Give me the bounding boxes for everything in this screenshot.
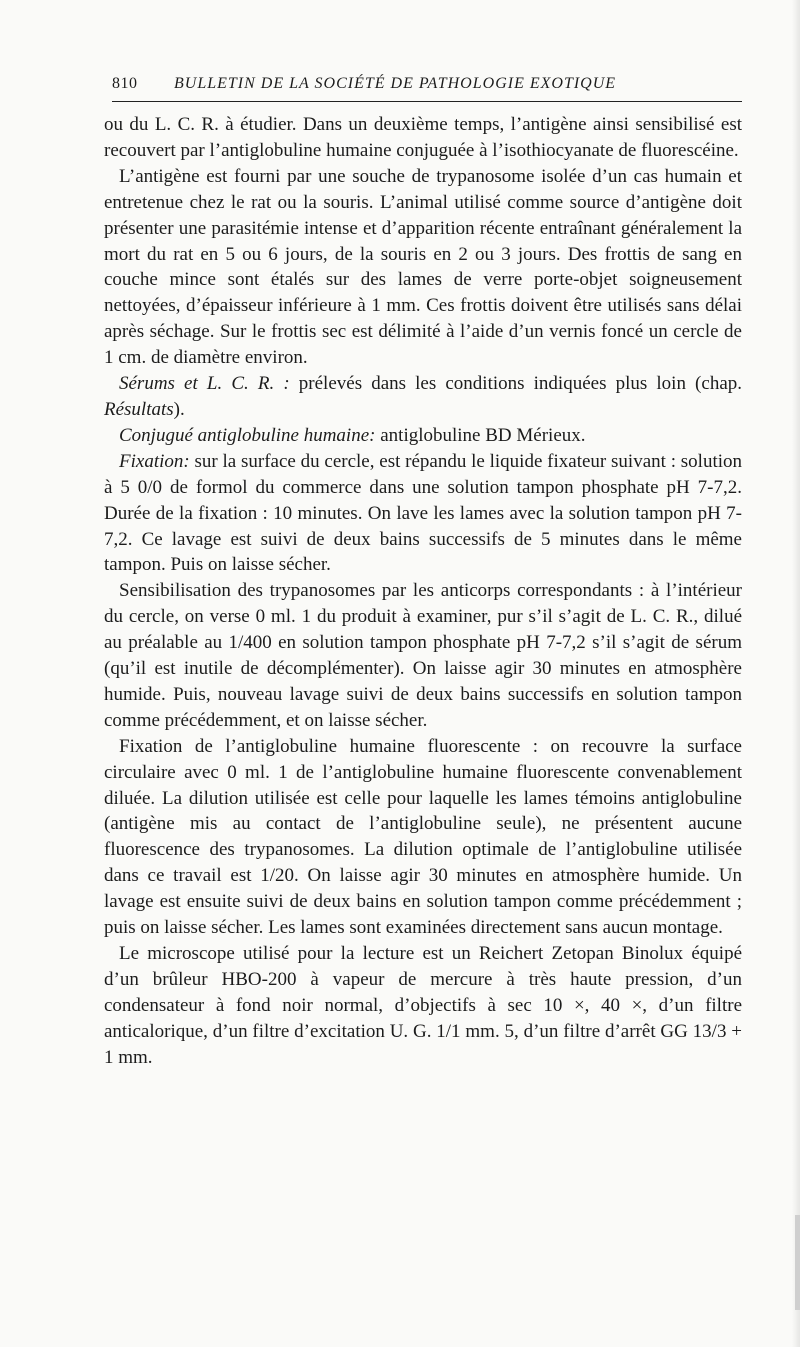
conjugate-text: antiglobuline BD Mérieux. — [375, 424, 586, 446]
fixation-text: sur la surface du cercle, est répandu le liquide fixateur suivant : solution à 5 0/0 de formol du commerce dans une solution tampon phosphate pH 7-7,2. Durée de la fixation : 10 minutes. On lave les lames avec la solution tampon pH 7-7,2. Ce lavage est suivi de deux bains successifs de 5 minutes dans le même tampon. Puis on laisse sécher. — [104, 450, 742, 576]
conjugate-heading: Conjugué antiglobuline humaine: — [119, 424, 376, 446]
paragraph-sensitization: Sensibilisation des trypanosomes par les anticorps correspondants : à l’intérieur du cercle, on verse 0 ml. 1 du produit à examiner, pur s’il s’agit de L. C. R., dilué au préalable au 1/400 en solution tampon phosphate pH 7-7,2 s’il s’agit de sérum (qu’il est inutile de décomplémenter). On laisse agir 30 minutes en atmosphère humide. Puis, nouveau lavage suivi de deux bains successifs en solution tampon comme précédemment, et on laisse sécher. — [104, 580, 742, 731]
running-title: BULLETIN DE LA SOCIÉTÉ DE PATHOLOGIE EXOTIQUE — [174, 75, 617, 92]
page-header — [112, 72, 742, 98]
page-number: 810 — [112, 75, 138, 92]
paragraph-fixation — [104, 449, 742, 579]
paragraph-microscope: Le microscope utilisé pour la lecture est un Reichert Zetopan Binolux équipé d’un brûleur HBO-200 à vapeur de mercure à très haute pression, d’un condensateur à fond noir normal, d’objectifs à sec 10 ×, 40 ×, d’un filtre anticalorique, d’un filtre d’excitation U. G. 1/1 mm. 5, d’un filtre d’arrêt GG 13/3 + 1 mm. — [104, 943, 742, 1068]
serums-text: prélevés dans les conditions indiquées plus loin (chap. — [289, 373, 743, 395]
header-rule — [112, 101, 742, 102]
paragraph-serums — [104, 371, 742, 423]
paragraph-antigen: L’antigène est fourni par une souche de trypanosome isolée d’un cas humain et entretenue chez le rat ou la souris. L’animal utilisé comme source d’antigène doit présenter une parasitémie intense et d’apparition récente entraînant généralement la mort du rat en 5 ou 6 jours, de la souris en 2 ou 3 jours. Des frottis de sang en couche mince sont étalés sur des lames de verre porte-objet soigneusement nettoyées, d’épaisseur inférieure à 1 mm. Ces frottis doivent être utilisés sans délai après séchage. Sur le frottis sec est délimité à l’aide d’un vernis foncé un cercle de 1 cm. de diamètre environ. — [104, 165, 742, 369]
paragraph-fluorescent-fixation: Fixation de l’antiglobuline humaine fluorescente : on recouvre la surface circulaire avec 0 ml. 1 de l’antiglobuline humaine fluorescente convenablement diluée. La dilution utilisée est celle pour laquelle les lames témoins antiglobuline (antigène mis au contact de l’antiglobuline seule), ne présentent aucune fluorescence des trypanosomes. La dilution optimale de l’antiglobuline utilisée dans ce travail est 1/20. On laisse agir 30 minutes en atmosphère humide. Un lavage est ensuite suivi de deux bains en solution tampon comme précédemment ; puis on laisse sécher. Les lames sont examinées directement sans aucun montage. — [104, 735, 742, 939]
serums-text-end: ). — [173, 398, 185, 420]
fixation-heading: Fixation: — [119, 450, 190, 472]
results-reference: Résultats — [104, 398, 174, 420]
serums-heading: Sérums et L. C. R. : — [119, 373, 290, 395]
page-edge-shadow — [792, 0, 800, 1347]
body-text — [104, 112, 742, 1071]
paragraph-continuation: ou du L. C. R. à étudier. Dans un deuxième temps, l’antigène ainsi sensibilisé est recouvert par l’antiglobuline humaine conjuguée à l’isothiocyanate de fluorescéine. — [104, 114, 742, 161]
page-edge-mark — [795, 1215, 800, 1310]
paragraph-conjugate — [104, 423, 742, 449]
